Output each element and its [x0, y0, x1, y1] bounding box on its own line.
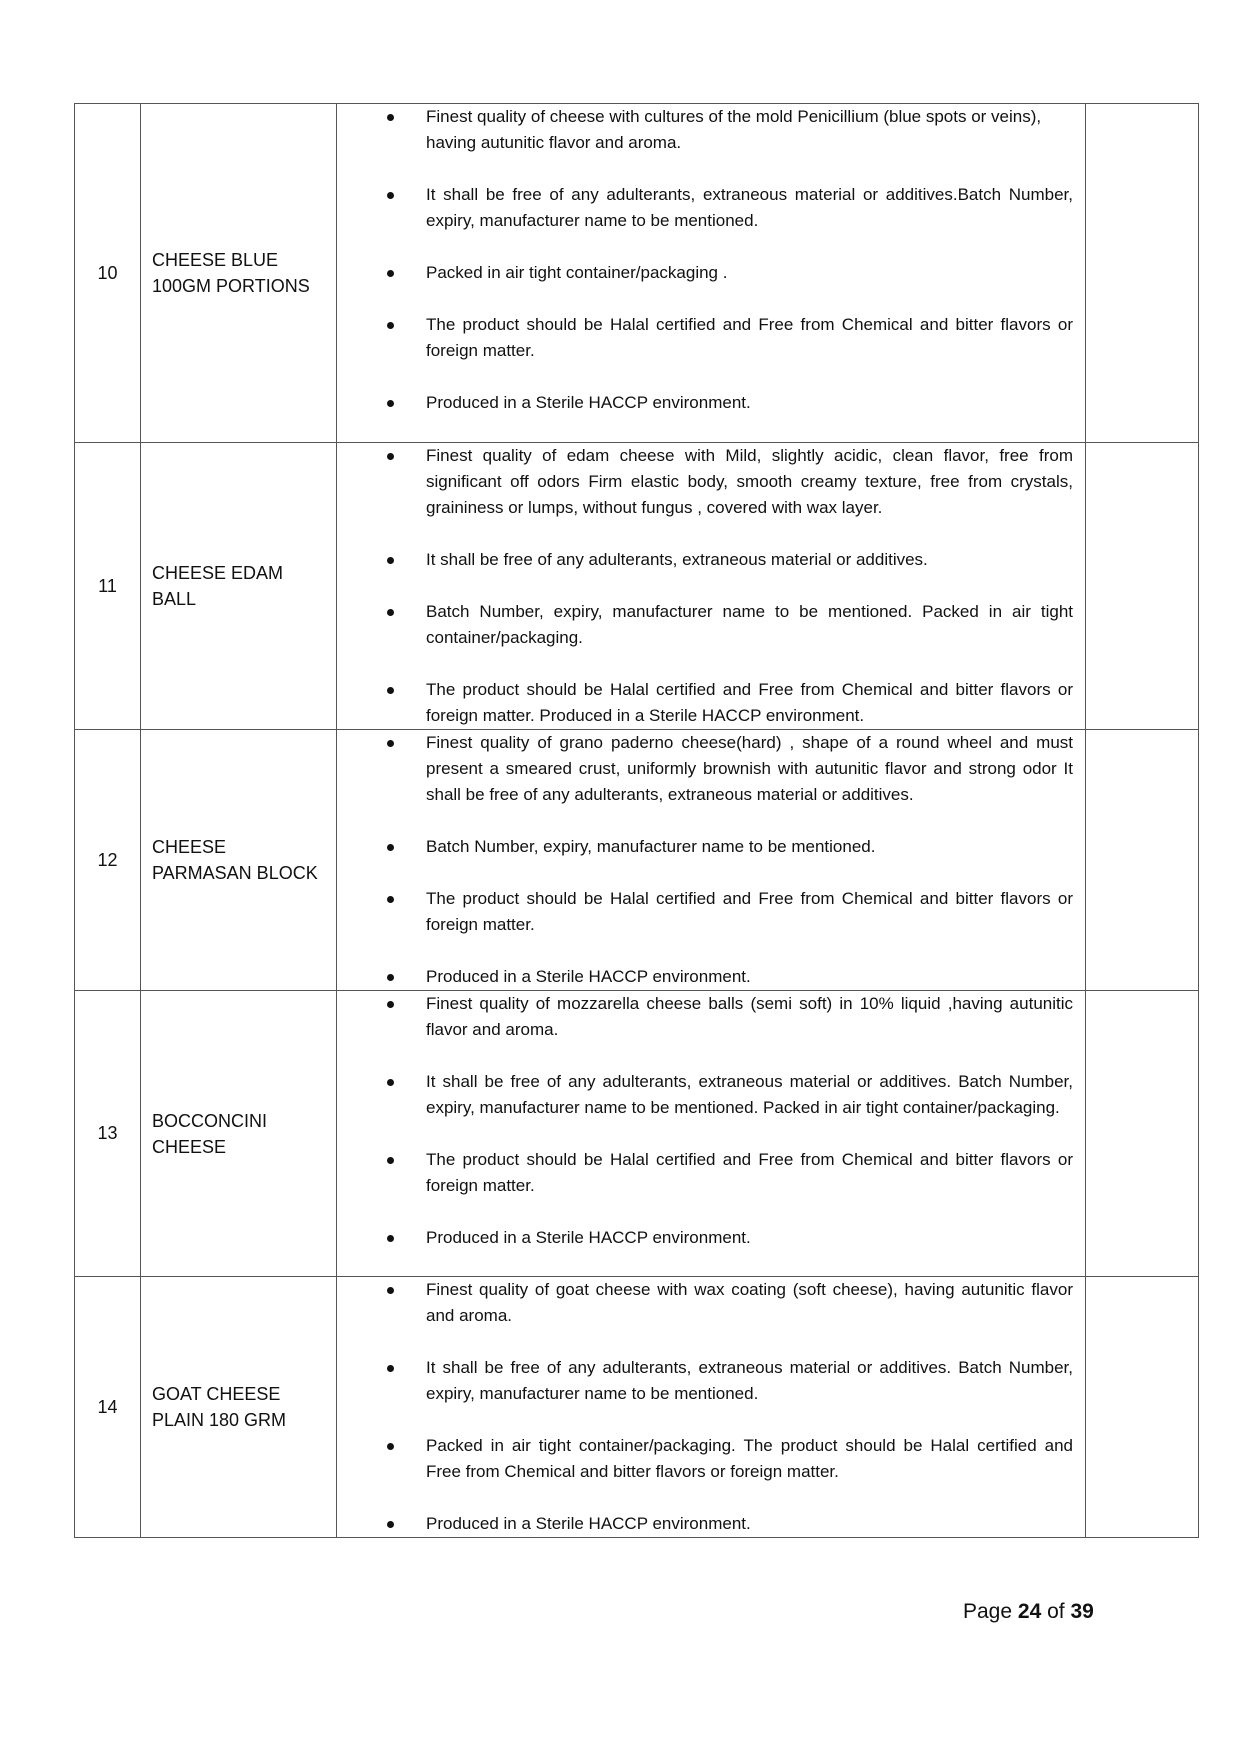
description-item: [337, 260, 1073, 286]
bullet-icon: [387, 844, 394, 851]
description-text: Produced in a Sterile HACCP environment.: [426, 393, 751, 412]
description-item: [337, 1277, 1073, 1329]
description-text: Finest quality of grano paderno cheese(hard) , shape of a round wheel and must present a smeared crust, uniformly brownish with autunitic flavor and strong odor It shall be free of any adulterants, extraneous material or additives.: [426, 733, 1073, 804]
row-number: 14: [75, 1277, 141, 1538]
item-description: [337, 1277, 1086, 1538]
bullet-icon: [387, 453, 394, 460]
description-item: [337, 1433, 1073, 1485]
item-name: BOCCONCINI CHEESE: [141, 991, 337, 1277]
bullet-icon: [387, 270, 394, 277]
description-text: It shall be free of any adulterants, extraneous material or additives.Batch Number, expiry, manufacturer name to be mentioned.: [426, 185, 1073, 230]
remarks-cell: [1086, 991, 1199, 1277]
description-item: [337, 390, 1073, 416]
bullet-icon: [387, 1443, 394, 1450]
bullet-icon: [387, 400, 394, 407]
bullet-icon: [387, 896, 394, 903]
description-list: [337, 1277, 1073, 1537]
page-number: [963, 1600, 1094, 1624]
description-text: having autunitic flavor and aroma.: [426, 133, 682, 152]
description-text: The product should be Halal certified and Free from Chemical and bitter flavors or foreign matter.: [426, 315, 1073, 360]
table-row: [75, 991, 1199, 1277]
bullet-icon: [387, 322, 394, 329]
description-text: Batch Number, expiry, manufacturer name to be mentioned. Packed in air tight container/packaging.: [426, 602, 1073, 647]
bullet-icon: [387, 740, 394, 747]
description-item: [337, 991, 1073, 1043]
description-item: [337, 886, 1073, 938]
page-of: of: [1047, 1600, 1065, 1623]
description-text: Produced in a Sterile HACCP environment.: [426, 967, 751, 986]
description-text: Batch Number, expiry, manufacturer name to be mentioned.: [426, 837, 876, 856]
item-description: [337, 443, 1086, 730]
bullet-icon: [387, 557, 394, 564]
description-item: [337, 834, 1073, 860]
description-item: [337, 182, 1073, 234]
description-text: It shall be free of any adulterants, extraneous material or additives. Batch Number, expiry, manufacturer name to be mentioned.: [426, 1358, 1073, 1403]
description-item: [337, 547, 1073, 573]
description-item: [337, 443, 1073, 521]
description-item: [337, 1147, 1073, 1199]
description-text: Produced in a Sterile HACCP environment.: [426, 1228, 751, 1247]
description-list: [337, 443, 1073, 729]
bullet-icon: [387, 1079, 394, 1086]
bullet-icon: [387, 1521, 394, 1528]
table-row: [75, 1277, 1199, 1538]
item-name: CHEESE EDAM BALL: [141, 443, 337, 730]
remarks-cell: [1086, 443, 1199, 730]
table-row: [75, 104, 1199, 443]
bullet-icon: [387, 609, 394, 616]
item-name: CHEESE PARMASAN BLOCK: [141, 730, 337, 991]
table-row: [75, 443, 1199, 730]
description-item: [337, 1225, 1073, 1251]
description-item: [337, 599, 1073, 651]
description-item: [337, 677, 1073, 729]
description-list: [337, 104, 1073, 416]
description-text: It shall be free of any adulterants, extraneous material or additives.: [426, 550, 928, 569]
description-text: Finest quality of cheese with cultures of the mold Penicillium (blue spots or veins),: [426, 107, 1042, 126]
item-name: GOAT CHEESE PLAIN 180 GRM: [141, 1277, 337, 1538]
description-item: [337, 730, 1073, 808]
row-number: 10: [75, 104, 141, 443]
bullet-icon: [387, 1365, 394, 1372]
bullet-icon: [387, 1235, 394, 1242]
bullet-icon: [387, 974, 394, 981]
table-body: [75, 104, 1199, 1538]
table-row: [75, 730, 1199, 991]
description-text: Packed in air tight container/packaging. The product should be Halal certified and Free from Chemical and bitter flavors or foreign matter.: [426, 1436, 1073, 1481]
description-text: Finest quality of goat cheese with wax coating (soft cheese), having autunitic flavor and aroma.: [426, 1280, 1073, 1325]
remarks-cell: [1086, 1277, 1199, 1538]
description-item: [337, 1355, 1073, 1407]
item-description: [337, 104, 1086, 443]
description-item: [337, 1069, 1073, 1121]
row-number: 12: [75, 730, 141, 991]
item-description: [337, 991, 1086, 1277]
row-number: 11: [75, 443, 141, 730]
bullet-icon: [387, 687, 394, 694]
description-item: [337, 964, 1073, 990]
bullet-icon: [387, 1001, 394, 1008]
item-name: CHEESE BLUE 100GM PORTIONS: [141, 104, 337, 443]
description-text: Finest quality of mozzarella cheese balls (semi soft) in 10% liquid ,having autunitic flavor and aroma.: [426, 994, 1073, 1039]
page-current: 24: [1017, 1600, 1042, 1623]
description-item: [337, 104, 1073, 156]
description-list: [337, 730, 1073, 990]
bullet-icon: [387, 1287, 394, 1294]
remarks-cell: [1086, 730, 1199, 991]
remarks-cell: [1086, 104, 1199, 443]
description-list: [337, 991, 1073, 1251]
page-total: 39: [1070, 1600, 1094, 1623]
bullet-icon: [387, 114, 394, 121]
specification-table: [74, 103, 1199, 1538]
description-text: Finest quality of edam cheese with Mild, slightly acidic, clean flavor, free from significant off odors Firm elastic body, smooth creamy texture, free from crystals, graininess or lumps, without fungus , covered with wax layer.: [426, 446, 1073, 517]
page-label: Page: [963, 1600, 1013, 1623]
description-text: The product should be Halal certified and Free from Chemical and bitter flavors or foreign matter.: [426, 889, 1073, 934]
description-text: Packed in air tight container/packaging .: [426, 263, 728, 282]
item-description: [337, 730, 1086, 991]
bullet-icon: [387, 1157, 394, 1164]
row-number: 13: [75, 991, 141, 1277]
description-item: [337, 312, 1073, 364]
description-text: Produced in a Sterile HACCP environment.: [426, 1514, 751, 1533]
description-text: The product should be Halal certified and Free from Chemical and bitter flavors or foreign matter. Produced in a Sterile HACCP environment.: [426, 680, 1073, 725]
description-text: The product should be Halal certified and Free from Chemical and bitter flavors or foreign matter.: [426, 1150, 1073, 1195]
description-text: It shall be free of any adulterants, extraneous material or additives. Batch Number, expiry, manufacturer name to be mentioned. Packed in air tight container/packaging.: [426, 1072, 1073, 1117]
description-item: [337, 1511, 1073, 1537]
bullet-icon: [387, 192, 394, 199]
